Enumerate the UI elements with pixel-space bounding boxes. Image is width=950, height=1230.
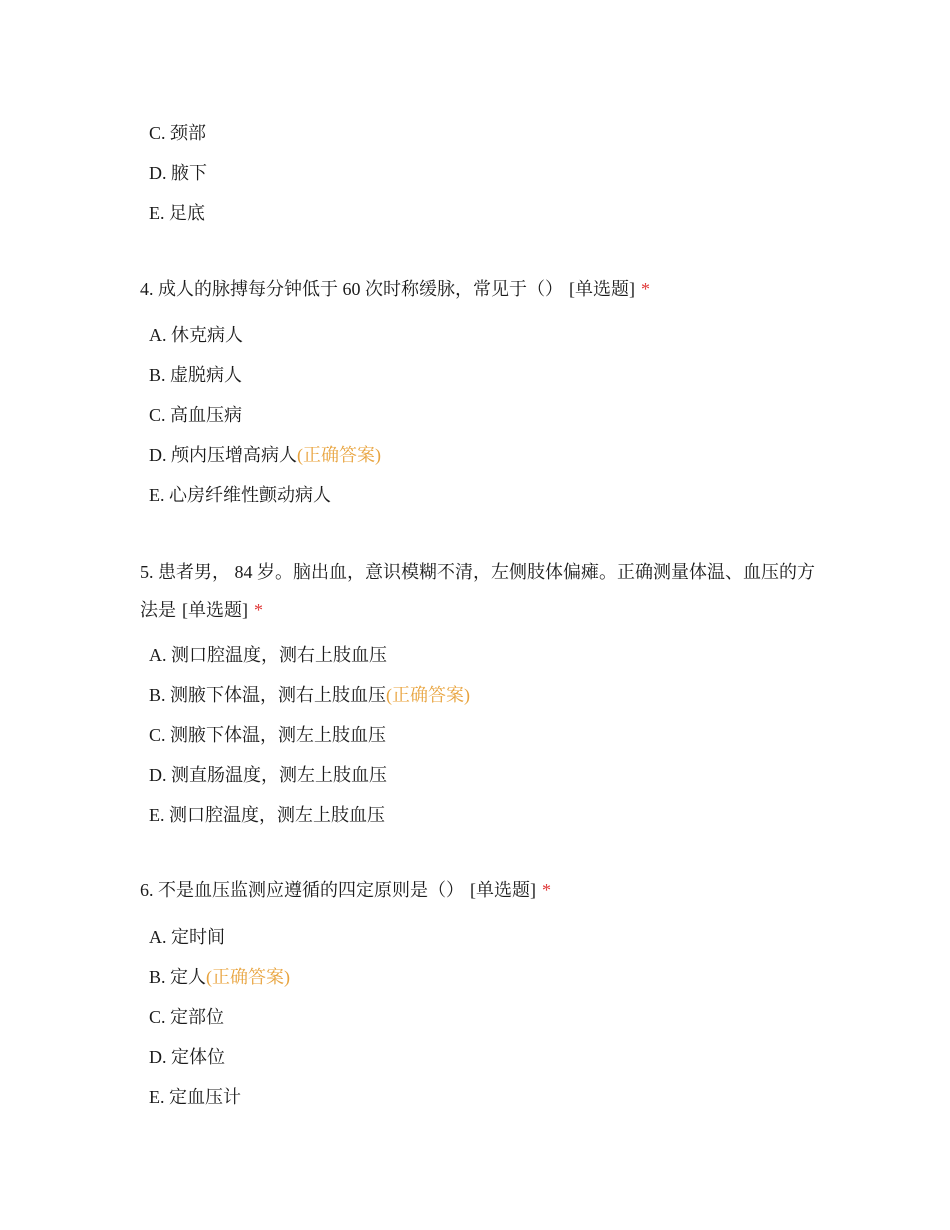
correct-answer-mark: (正确答案) xyxy=(386,685,471,705)
question-type-tag: [单选题] xyxy=(470,880,536,900)
option-label: E. 足底 xyxy=(149,203,205,223)
option-label: C. 高血压病 xyxy=(149,405,243,425)
option-3e[interactable] xyxy=(149,200,205,226)
question-5-text xyxy=(140,553,820,629)
required-marker: * xyxy=(254,600,263,620)
option-label: D. 腋下 xyxy=(149,163,207,183)
option-label: B. 定人 xyxy=(149,967,207,987)
correct-answer-mark: (正确答案) xyxy=(206,967,291,987)
option-label: C. 定部位 xyxy=(149,1007,225,1027)
question-type-tag: [单选题] xyxy=(182,600,248,620)
option-5b[interactable] xyxy=(149,682,470,708)
question-type-tag: [单选题] xyxy=(569,279,635,299)
option-6c[interactable] xyxy=(149,1004,224,1030)
option-label: D. 测直肠温度，测左上肢血压 xyxy=(149,765,387,785)
option-label: A. 测口腔温度，测右上肢血压 xyxy=(149,645,387,665)
correct-answer-mark: (正确答案) xyxy=(297,445,381,465)
required-marker: * xyxy=(542,880,551,900)
option-6a[interactable] xyxy=(149,924,225,950)
option-5c[interactable] xyxy=(149,722,386,748)
question-6-text xyxy=(140,871,820,909)
option-label: A. 定时间 xyxy=(149,927,225,947)
option-label: C. 颈部 xyxy=(149,123,207,143)
option-5a[interactable] xyxy=(149,642,387,668)
option-6d[interactable] xyxy=(149,1044,225,1070)
option-label: B. 测腋下体温，测右上肢血压 xyxy=(149,685,387,705)
option-label: D. 颅内压增高病人 xyxy=(149,445,297,465)
question-stem: 6. 不是血压监测应遵循的四定原则是（） xyxy=(140,880,464,900)
option-3c[interactable] xyxy=(149,120,206,146)
question-4-text xyxy=(140,270,820,308)
option-4d[interactable] xyxy=(149,442,381,468)
question-stem: 4. 成人的脉搏每分钟低于 60 次时称缓脉，常见于（） xyxy=(140,279,563,299)
option-6e[interactable] xyxy=(149,1084,241,1110)
option-label: E. 心房纤维性颤动病人 xyxy=(149,485,331,505)
option-6b[interactable] xyxy=(149,964,290,990)
option-label: D. 定体位 xyxy=(149,1047,225,1067)
option-3d[interactable] xyxy=(149,160,207,186)
option-4a[interactable] xyxy=(149,322,243,348)
option-label: B. 虚脱病人 xyxy=(149,365,243,385)
option-5e[interactable] xyxy=(149,802,385,828)
option-label: C. 测腋下体温，测左上肢血压 xyxy=(149,725,387,745)
option-4b[interactable] xyxy=(149,362,242,388)
option-4e[interactable] xyxy=(149,482,331,508)
option-label: A. 休克病人 xyxy=(149,325,243,345)
required-marker: * xyxy=(641,279,650,299)
option-label: E. 定血压计 xyxy=(149,1087,241,1107)
option-label: E. 测口腔温度，测左上肢血压 xyxy=(149,805,385,825)
question-stem: 5. 患者男， 84 岁。脑出血，意识模糊不清，左侧肢体偏瘫。正确测量体温、血压的方法是 xyxy=(140,562,815,620)
option-4c[interactable] xyxy=(149,402,242,428)
option-5d[interactable] xyxy=(149,762,387,788)
